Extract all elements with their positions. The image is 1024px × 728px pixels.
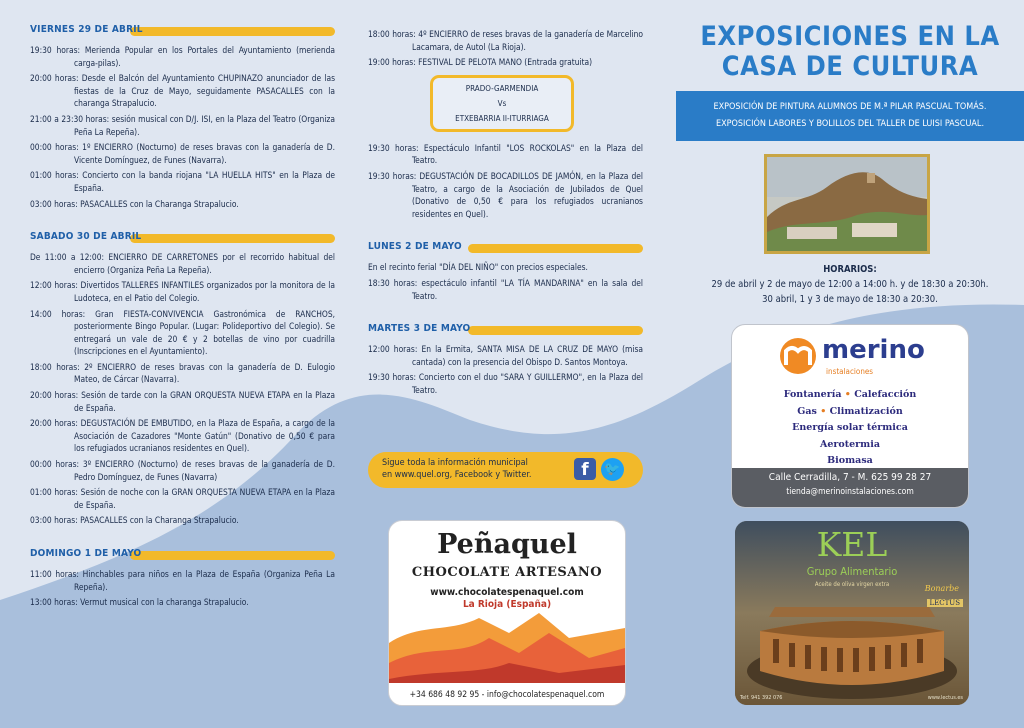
event-text: En la Ermita, SANTA MISA DE LA CRUZ DE MAYO (misa cantada) con la presencia del Obispo D. Santos Montoya. [412,344,644,367]
exhibitions-banner [676,91,1024,141]
event-time: 03:00 horas: [30,515,78,526]
painting-landscape [767,157,927,251]
horarios [676,262,1024,307]
kel-subtitle: Grupo Alimentario [806,565,898,578]
event-text: Hinchables para niños en la Plaza de España (Organiza Peña La Repeña). [74,569,335,592]
section-martes [368,321,643,396]
event-text: 2º ENCIERRO de reses bravas con la ganadería de D. Eulogio Mateo, de Cárcar (Navarra). [74,361,335,385]
event-time: 01:00 horas: [30,170,79,181]
event-time: 19:30 horas: [368,170,417,181]
event-text: Gran FIESTA-CONVIVENCIA Gastronómica de RANCHOS, posteriormente Bingo Popular. (Lugar: Polideportivo del Colegio). Se entregará un vale de 20 € y 2 botellas de vino por cuadrilla (Inscripciones en el Ayuntamiento). [74,308,335,357]
event-item [30,198,335,211]
pelota-box [430,75,574,132]
event-list [368,343,643,396]
event-item [30,279,335,304]
merino-ad [731,324,969,508]
merino-logo-icon [778,337,818,375]
service-item: Climatización [829,405,903,417]
event-time: 20:00 horas: [30,390,79,401]
event-text: En el recinto ferial "DÍA DEL NIÑO" con precios especiales. [368,262,588,273]
event-time: 12:00 horas: [368,344,418,355]
event-text: sesión musical con D/J. ISI, en la Plaza del Teatro (Organiza Peña La Repeña). [74,113,335,137]
event-item [30,169,335,194]
section-domingo [30,546,335,609]
event-item [368,28,643,53]
horarios-line-1: 29 de abril y 2 de mayo de 12:00 a 14:00 h. y de 18:30 a 20:30h. [711,279,989,290]
info-line-2[interactable]: en www.quel.org, Facebook y Twitter. [382,470,532,480]
kel-brand-bonarbe: Bonarbe [924,584,959,593]
event-text: Concierto con el duo "SARA Y GUILLERMO", en la Plaza del Teatro. [412,372,643,395]
pelota-team-2: ETXEBARRIA II-ITURRIAGA [455,113,549,123]
event-item [368,56,643,69]
section-title: DOMINGO 1 DE MAYO [30,548,142,559]
section-title: VIERNES 29 DE ABRIL [30,24,143,35]
service-item: Gas [797,405,817,417]
penaquel-landscape-illustration [389,613,625,691]
section-header [368,239,643,255]
penaquel-brand: Peñaquel [437,529,577,560]
penaquel-website[interactable]: www.chocolatespenaquel.com [430,587,584,598]
event-item [30,389,335,414]
service-item: Aerotermia [819,438,880,450]
event-item [30,417,335,455]
event-text: 3º ENCIERRO (Nocturno) de reses bravas de la ganadería de D. Pedro Domínguez, de Funes (Navarra) [74,459,335,482]
event-list [30,251,335,527]
left-column [30,22,335,612]
facebook-icon[interactable]: f [574,458,596,480]
section-sabado [30,229,335,527]
event-item [30,596,335,609]
event-time: 12:00 horas: [30,280,78,291]
merino-address: Calle Cerradilla, 7 - M. 625 99 28 27 [768,472,932,483]
exhibitions-title: EXPOSICIONES EN LA CASA DE CULTURA [700,21,1000,82]
event-text: Sesión de noche con la GRAN ORQUESTA NUEVA ETAPA en la Plaza de España. [74,487,335,510]
event-text: ENCIERRO DE CARRETONES por el recorrido habitual del encierro (Organiza Peña La Repeña). [74,252,335,275]
section-header [368,321,643,337]
event-time: 01:00 horas: [30,487,78,498]
event-text: 4º ENCIERRO de reses bravas de la ganadería de Marcelino Lacamara, de Autol (La Rioja). [412,29,644,52]
section-title: MARTES 3 DE MAYO [368,323,471,335]
kel-website[interactable]: www.lectus.es [927,695,963,701]
event-time: 14:00 horas: [30,308,86,319]
event-item [30,568,335,593]
horarios-line-2: 30 abril, 1 y 3 de mayo de 18:30 a 20:30. [762,294,938,305]
service-item: Calefacción [854,389,917,400]
event-time: 21:00 a 23:30 horas: [30,113,110,124]
section-title: LUNES 2 DE MAYO [368,241,462,253]
service-item: Biomasa [827,455,873,466]
penaquel-ad [388,520,626,706]
event-item [368,170,643,220]
event-text: espectáculo infantil "LA TÍA MANDARINA" en la sala del Teatro. [412,277,643,301]
section-header [30,22,335,38]
twitter-icon[interactable]: 🐦 [601,458,624,481]
event-time: 18:00 horas: [30,361,80,372]
right-column [676,18,1024,82]
event-time: 13:00 horas: [30,597,78,608]
middle-column [368,28,643,400]
event-text: DEGUSTACIÓN DE BOCADILLOS DE JAMÓN, en la Plaza del Teatro, a cargo de la Asociación de Jubilados de Quel (Donativo de 0,50 € para los refugiados ucranianos residentes en Quel). [412,170,643,219]
info-line-1: Sigue toda la información municipal [382,458,528,468]
event-time: 19:00 horas: [368,57,416,68]
event-text: Espectáculo Infantil "LOS ROCKOLAS" en la Plaza del Teatro. [412,142,643,166]
event-time: 03:00 horas: [30,198,78,209]
event-text: Divertidos TALLERES INFANTILES organizados por la monitora de la Ludoteca, en el Patio del Colegio. [74,280,335,303]
merino-tagline: instalaciones [826,367,874,376]
painting-image [764,154,930,254]
event-item [30,458,335,483]
event-item [30,251,335,276]
event-time: 20:00 horas: [30,73,79,84]
event-text: Sesión de tarde con la GRAN ORQUESTA NUEVA ETAPA en la Plaza de España. [74,390,335,413]
event-item [30,308,335,358]
service-item: Fontanería [783,389,842,400]
section-viernes [30,22,335,210]
event-item [368,261,643,274]
service-item: Energía solar térmica [792,422,908,433]
event-list [30,44,335,210]
event-time: 00:00 horas: [30,142,79,153]
banner-line-1: EXPOSICIÓN DE PINTURA ALUMNOS DE M.ª PILAR PASCUAL TOMÁS. [713,102,987,112]
section-header [30,229,335,245]
pelota-team-1: PRADO-GARMENDIA [465,83,539,93]
kel-name: KEL [816,525,888,564]
event-time: 00:00 horas: [30,459,80,470]
event-list [368,261,643,302]
section-title: SABADO 30 DE ABRIL [30,231,142,243]
event-time: De 11:00 a 12:00: [30,252,105,263]
event-time: 20:00 horas: [30,418,78,429]
kel-ad [735,521,969,705]
event-list [368,142,643,221]
section-lunes [368,239,643,302]
event-text: FESTIVAL DE PELOTA MANO (Entrada gratuita) [415,57,593,68]
event-item [368,142,643,167]
merino-footer [732,468,968,507]
event-time: 19:30 horas: [368,142,419,153]
event-text: DEGUSTACIÓN DE EMBUTIDO, en la Plaza de España, a cargo de la Asociación de Cazadores "Monte Gatún" (Donativo de 0,50 € para los refugiados ucranianos residentes en Quel). [74,418,336,454]
horarios-title: HORARIOS: [823,264,877,275]
event-text: PASACALLES con la Charanga Strapalucio. [77,198,239,209]
event-item [30,113,335,138]
penaquel-contact: +34 686 48 92 95 - info@chocolatespenaquel.com [409,690,605,700]
event-item [368,277,643,302]
event-item [30,44,335,69]
event-time: 11:00 horas: [30,569,79,579]
merino-name: merino [822,335,925,365]
kel-brand-lectus: LECTUS [927,599,963,607]
event-item [30,141,335,166]
event-text: Vermut musical con la charanga Strapalucio. [77,597,249,608]
merino-email[interactable]: tienda@merinoinstalaciones.com [786,487,914,497]
kel-tagline: Aceite de oliva virgen extra [814,581,890,588]
pelota-vs: Vs [497,98,507,108]
event-text: Concierto con la banda riojana "LA HUELLA HITS" en la Plaza de España. [74,170,336,193]
penaquel-location: La Rioja (España) [462,599,552,610]
section-header [30,546,335,562]
event-text: PASACALLES con la Charanga Strapalucio. [77,515,239,526]
kel-phone: Telf. 941 392 076 [740,695,783,701]
event-time: 19:30 horas: [30,45,81,55]
event-list [30,568,335,609]
event-item [368,343,643,368]
banner-line-2: EXPOSICIÓN LABORES Y BOLILLOS DEL TALLER DE LUISI PASCUAL. [715,119,985,129]
event-item [30,486,335,511]
merino-services: Fontanería • Calefacción Gas • Climatización Energía solar térmica Aerotermia Biomasa [732,387,968,470]
event-time: 19:30 horas: [368,372,417,383]
social-info-banner [368,452,643,488]
event-item [30,361,335,386]
event-item [368,371,643,396]
event-time: 18:00 horas: [368,29,416,39]
event-time: 18:30 horas: [368,277,418,288]
event-text: Desde el Balcón del Ayuntamiento CHUPINAZO anunciador de las fiestas de la Cruz de Mayo, seguidamente PASACALLES con la charanga Strapalucio. [74,73,335,109]
event-text: 1º ENCIERRO (Nocturno) de reses bravas con la ganadería de D. Vicente Domínguez, de Funes (Navarra). [74,142,336,165]
penaquel-subtitle: CHOCOLATE ARTESANO [411,565,603,580]
event-list [368,28,643,69]
event-item [30,72,335,110]
event-text: Merienda Popular en los Portales del Ayuntamiento (merienda carga-pilas). [74,45,336,68]
event-item [30,514,335,527]
